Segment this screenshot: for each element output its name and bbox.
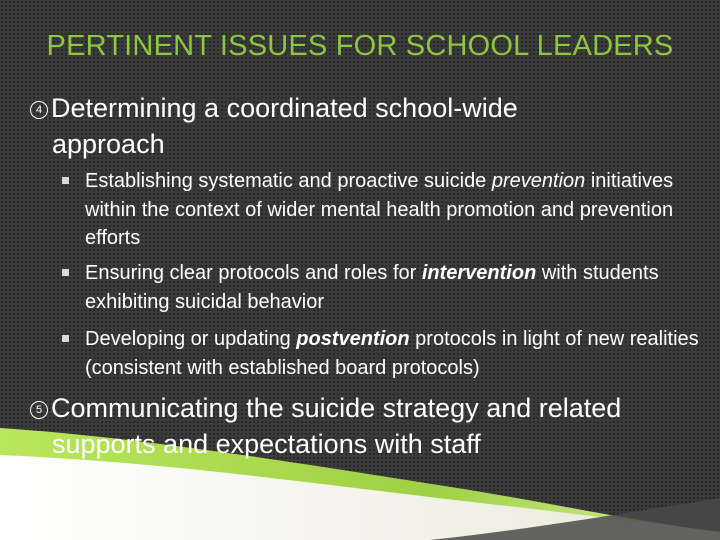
sub-bullet-emphasis: prevention — [491, 170, 586, 192]
circled-number-icon: 4 — [30, 101, 48, 119]
bullet-line1: Communicating the suicide strategy and related — [51, 393, 622, 423]
sub-bullet-text-pre: Establishing systematic and proactive suicide — [85, 170, 492, 192]
bullet-line2: supports and expectations with staff — [52, 429, 481, 459]
sub-bullet-emphasis: postvention — [296, 328, 410, 350]
sub-bullet-text-pre: Ensuring clear protocols and roles for — [85, 262, 422, 284]
bullet-communicating-strategy — [30, 390, 700, 462]
circled-number-icon: 5 — [30, 401, 48, 419]
sub-bullet-postvention — [62, 325, 702, 382]
sub-bullet-prevention — [62, 167, 702, 253]
bullet-line2: approach — [52, 129, 165, 159]
sub-bullet-emphasis: intervention — [421, 262, 537, 284]
slide-title: PERTINENT ISSUES FOR SCHOOL LEADERS — [46, 30, 674, 62]
sub-bullet-text-post: protocols in light of new realities (consistent with established board protocols) — [85, 328, 699, 379]
bullet-determining-approach — [30, 90, 700, 162]
sub-bullet-text-post: with students exhibiting suicidal behavior — [85, 262, 659, 313]
sub-bullet-text-post: initiatives within the context of wider mental health promotion and prevention efforts — [85, 170, 674, 249]
square-bullet-icon — [62, 177, 69, 184]
bullet-line1: Determining a coordinated school-wide — [51, 93, 518, 123]
sub-bullet-text-pre: Developing or updating — [85, 328, 297, 350]
square-bullet-icon — [62, 335, 69, 342]
sub-bullet-intervention — [62, 259, 702, 316]
square-bullet-icon — [62, 269, 69, 276]
